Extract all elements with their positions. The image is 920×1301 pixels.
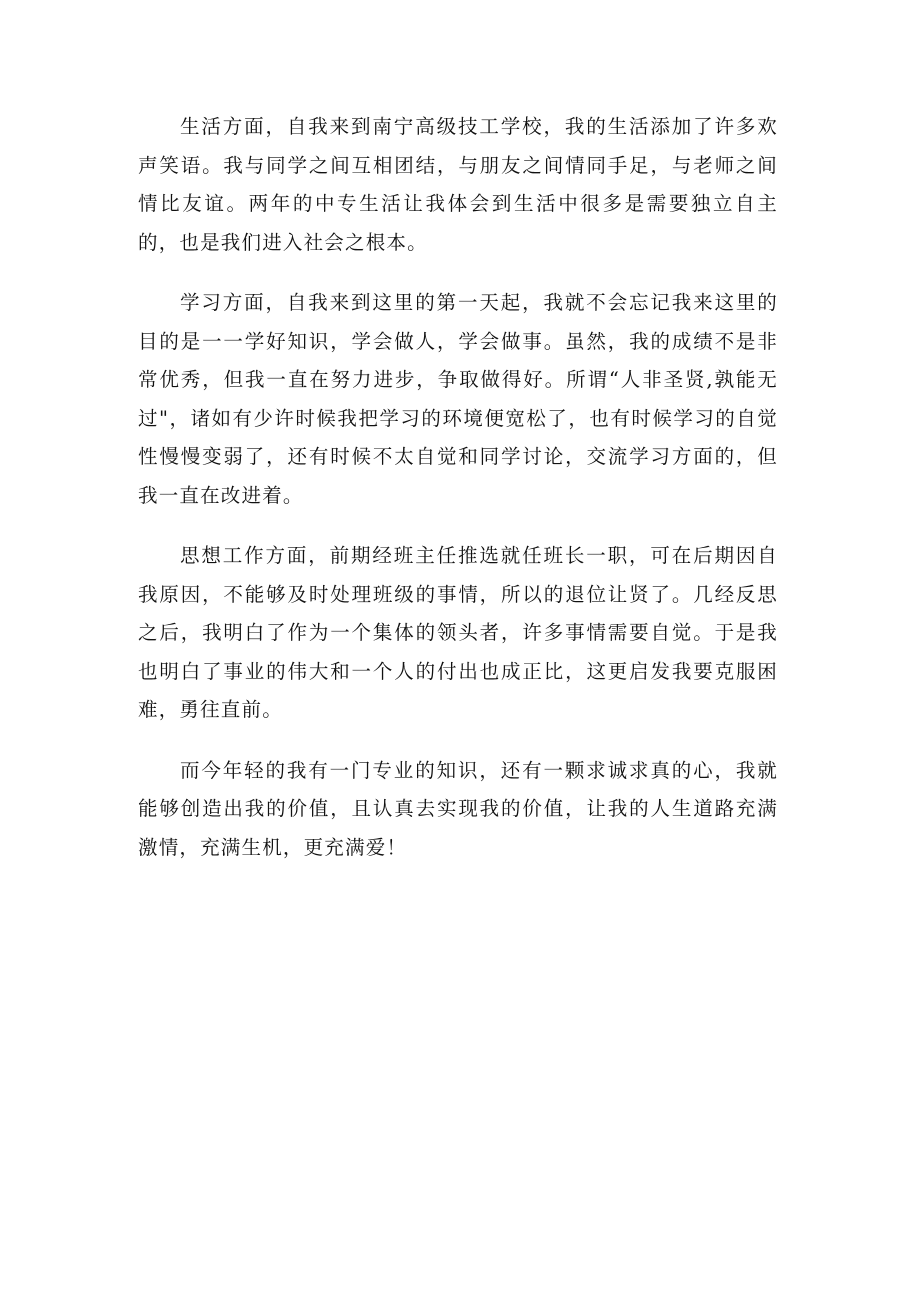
paragraph-life: 生活方面，自我来到南宁高级技工学校，我的生活添加了许多欢声笑语。我与同学之间互相团结，与朋友之间情同手足，与老师之间情比友谊。两年的中专生活让我体会到生活中很多是需要独立自主的，也是我们进入社会之根本。 [138,115,778,254]
paragraph-thought-work: 思想工作方面，前期经班主任推选就任班长一职，可在后期因自我原因，不能够及时处理班级的事情，所以的退位让贤了。几经反思之后，我明白了作为一个集体的领头者，许多事情需要自觉。于是我也明白了事业的伟大和一个人的付出也成正比，这更启发我要克服困难，勇往直前。 [138,544,778,721]
document-body [138,108,778,889]
paragraph-conclusion: 而今年轻的我有一门专业的知识，还有一颗求诚求真的心，我就能够创造出我的价值，且认真去实现我的价值，让我的人生道路充满激情，充满生机，更充满爱！ [138,758,778,859]
paragraph-study: 学习方面，自我来到这里的第一天起，我就不会忘记我来这里的目的是一一学好知识，学会做人，学会做事。虽然，我的成绩不是非常优秀，但我一直在努力进步，争取做得好。所谓“人非圣贤,孰能无过"，诸如有少许时候我把学习的环境便宽松了，也有时候学习的自觉性慢慢变弱了，还有时候不太自觉和同学讨论，交流学习方面的，但我一直在改进着。 [138,291,778,507]
